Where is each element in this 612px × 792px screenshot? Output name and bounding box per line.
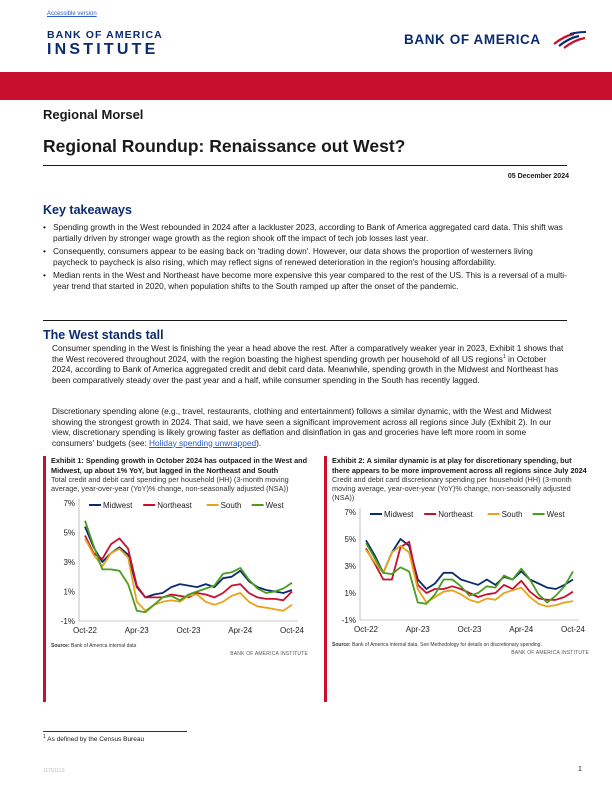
- x-tick-label: Oct-24: [279, 626, 305, 635]
- exhibit-1-title: Exhibit 1: Spending growth in October 2024 has outpaced in the West and Midwest, up about 1% YoY, but lagged in the Northeast and South: [51, 456, 308, 475]
- series-line-midwest: [85, 527, 292, 598]
- exhibit-2-title: Exhibit 2: A similar dynamic is at play for discretionary spending, but there appears to be more improvement across all regions since July 2024: [332, 456, 587, 475]
- exhibit-1-source: [51, 643, 308, 649]
- title-divider: [43, 165, 567, 166]
- exhibit-2-source: [332, 642, 589, 648]
- exhibit-2-chart: [332, 502, 587, 642]
- x-tick-label: Oct-23: [457, 625, 482, 634]
- footnote-rule: [43, 731, 187, 732]
- paragraph-text: Consumer spending in the West is finishing the year a head above the rest. After a comparatively weaker year in 2023, Exhibit 1 shows that the West recovered throughout 2024, with the region boasting the highest spending growth per household of all US regions: [52, 343, 564, 364]
- exhibit-1-subtitle: Total credit and debit card spending per household (HH) (3-month moving average, year-over-year (YoY)% change, non-seasonally adjusted (NSA)): [51, 475, 289, 493]
- paragraph-text: ).: [256, 437, 262, 448]
- legend-label: West: [546, 510, 565, 519]
- x-tick-label: Apr-24: [509, 625, 534, 634]
- bank-of-america-flag-icon: [552, 31, 588, 49]
- legend-label: West: [265, 501, 284, 510]
- holiday-spending-link[interactable]: Holiday spending unwrapped: [149, 437, 257, 448]
- source-text: Bank of America internal data: [69, 643, 137, 649]
- source-label: Source:: [51, 643, 70, 649]
- x-tick-label: Apr-24: [228, 626, 253, 635]
- west-paragraph-1: [52, 343, 566, 385]
- x-tick-label: Oct-24: [560, 625, 586, 634]
- y-tick-label: 1%: [344, 589, 356, 598]
- header-band: [0, 72, 612, 100]
- takeaway-item: • Consequently, consumers appear to be easing back on 'trading down'. However, our data shows the proportion of westerners living paycheck to paycheck is also rising, which may reflect signs of renewed deterioration in the region's housing affordability.: [43, 246, 567, 267]
- y-tick-label: 7%: [63, 499, 75, 508]
- takeaway-item: • Spending growth in the West rebounded in 2024 after a lackluster 2023, according to Bank of America aggregated card data. This shift was partially driven by stronger wage growth as the region shook off the impact of tech job losses last year.: [43, 222, 567, 243]
- footnote: [43, 733, 145, 743]
- y-tick-label: -1%: [60, 617, 75, 626]
- legend-label: Midwest: [103, 501, 133, 510]
- publication-date: 05 December 2024: [507, 173, 569, 180]
- series-line-midwest: [366, 539, 573, 589]
- x-tick-label: Apr-23: [405, 625, 430, 634]
- paragraph-text: Discretionary spending alone (e.g., travel, restaurants, clothing and entertainment) follows a similar dynamic, with the West and Midwest showing the strongest growth in 2024. That said, we have seen a significant improvement across all regions since July (Exhibit 2). In our view, discretionary spending is likely growing faster as deflation and disinflation in gas and groceries have left more room in some consumers' budgets (see:: [52, 406, 552, 448]
- y-tick-label: 3%: [344, 562, 356, 571]
- takeaways-list: [43, 222, 567, 294]
- series-line-west: [366, 543, 573, 604]
- west-heading: The West stands tall: [43, 328, 164, 342]
- footnote-marker: 1: [502, 353, 506, 360]
- source-text: Bank of America internal data. See Methodology for details on discretionary spending.: [350, 642, 542, 648]
- institute-logo-line2: INSTITUTE: [47, 41, 159, 58]
- section-divider: [43, 320, 567, 321]
- takeaways-heading: Key takeaways: [43, 203, 132, 217]
- takeaway-item: • Median rents in the West and Northeast have become more expensive this year compared to the rest of the US. This is a reversal of a multi-year trend that started in 2020, when population shifts to the South ramped up after the onset of the pandemic.: [43, 270, 567, 291]
- page-title: Regional Roundup: Renaissance out West?: [43, 136, 406, 156]
- institute-logo-line1: BANK OF AMERICA: [47, 29, 163, 41]
- paragraph-text: in October 2024, according to Bank of America aggregated credit and debit card data. Meanwhile, spending growth in the Midwest and Northeast has been comparatively steady over the past year and a half, while consumer spending in the South has recently lagged.: [52, 353, 559, 385]
- x-tick-label: Apr-23: [124, 626, 149, 635]
- x-tick-label: Oct-23: [176, 626, 201, 635]
- accessible-version-link[interactable]: Accessible version: [47, 11, 97, 17]
- exhibit-1-footer: BANK OF AMERICA INSTITUTE: [230, 651, 308, 657]
- legend-label: Northeast: [157, 501, 192, 510]
- y-tick-label: 5%: [63, 528, 75, 538]
- y-tick-label: -1%: [341, 616, 356, 625]
- source-label: Source:: [332, 642, 351, 648]
- footnote-text: As defined by the Census Bureau: [45, 736, 145, 743]
- legend-label: Northeast: [438, 510, 473, 519]
- y-tick-label: 3%: [63, 558, 75, 567]
- x-tick-label: Oct-22: [72, 626, 98, 635]
- exhibit-2: [324, 456, 589, 702]
- exhibit-2-subtitle: Credit and debit card discretionary spending per household (HH) (3-month moving average, year-over-year (YoY)% change, non-seasonally adjusted (NSA)): [332, 475, 572, 502]
- exhibit-1-chart: [51, 493, 306, 643]
- legend-label: South: [501, 510, 523, 519]
- west-paragraph-2: [52, 406, 566, 448]
- y-tick-label: 7%: [344, 508, 356, 517]
- section-label: Regional Morsel: [43, 107, 144, 122]
- bank-of-america-logo: BANK OF AMERICA: [404, 32, 541, 47]
- y-tick-label: 5%: [344, 535, 356, 544]
- footnote-mark: 1: [43, 733, 46, 740]
- legend-label: South: [220, 501, 242, 510]
- document-id: 1179111S: [43, 768, 65, 774]
- exhibit-1: [43, 456, 308, 702]
- legend-label: Midwest: [384, 510, 414, 519]
- page-number: 1: [578, 766, 582, 773]
- exhibit-2-footer: BANK OF AMERICA INSTITUTE: [511, 650, 589, 656]
- x-tick-label: Oct-22: [353, 625, 379, 634]
- y-tick-label: 1%: [63, 587, 75, 597]
